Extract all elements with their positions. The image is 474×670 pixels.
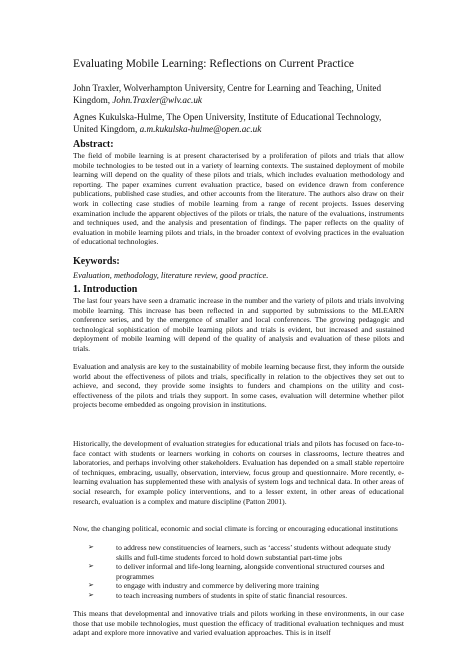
author-2-email[interactable]: a.m.kukulska-hulme@open.ac.uk	[139, 124, 262, 134]
author-1-email[interactable]: John.Traxler@wlv.ac.uk	[112, 95, 202, 105]
list-item	[88, 591, 404, 601]
author-1-line1: John Traxler, Wolverhampton University, Centre for Learning and Teaching, United	[73, 83, 382, 93]
list-item-text: to address new constituencies of learners, such as ‘access’ students without adequate study skills and full-time students forced to hold down substantial part-time jobs	[116, 543, 392, 562]
keywords-heading: Keywords:	[73, 256, 120, 267]
author-2-affiliation	[73, 111, 403, 135]
intro-paragraph-3: Historically, the development of evaluation strategies for educational trials and pilots has focused on face-to-face contact with students or learners working in cohorts on courses in classrooms, lecture theatres and laboratories, and perhaps involving other stakeholders. Evaluation has depended on a small stable repertoire of techniques, embracing, usually, observation, interview, focus group and questionnaire. More recently, e-learning evaluation has supplemented these with analysis of system logs and technical data. In other areas of social research, for example policy interventions, and to a lesser extent, in other areas of educational research, evaluation is a complex and mature discipline (Patton 2001).	[73, 439, 404, 506]
author-2-line2-prefix: United Kingdom,	[73, 124, 140, 134]
intro-paragraph-1: The last four years have seen a dramatic increase in the number and the variety of pilots and trials involving mobile learning. This increase has been reflected in and supported by submissions to the MLEARN conference series, and by the emergence of smaller and local conferences. The growing pedagogic and technological sophistication of mobile learning pilots and trials is evident, but increased and sustained deployment of mobile learning will depend of the quality of analysis and evaluation of these pilots and trials.	[73, 296, 404, 353]
intro-paragraph-2: Evaluation and analysis are key to the sustainability of mobile learning because first, they inform the outside world about the effectiveness of pilots and trials, specifically in relation to the objectives they set out to achieve, and second, they provide some insights to funders and champions on the utility and cost-effectiveness of the pilots and trials they support. In some cases, evaluation will determine whether pilot projects become embedded as ongoing provision in institutions.	[73, 362, 404, 410]
list-item-text: to engage with industry and commerce by delivering more training	[116, 581, 320, 591]
paper-title: Evaluating Mobile Learning: Reflections on Current Practice	[73, 58, 355, 70]
list-item	[88, 562, 404, 581]
arrow-bullet-icon: ➢	[88, 543, 94, 551]
list-item-text: to teach increasing numbers of students in spite of static financial resources.	[116, 590, 348, 600]
intro-paragraph-4: Now, the changing political, economic and social climate is forcing or encouraging educational institutions	[73, 524, 398, 533]
author-1-line2-prefix: Kingdom,	[73, 95, 113, 105]
list-item	[88, 543, 404, 562]
arrow-bullet-icon: ➢	[88, 590, 94, 599]
abstract-heading: Abstract:	[73, 139, 114, 150]
intro-paragraph-5: This means that developmental and innovative trials and pilots working in these environments, in our case those that use mobile technologies, must question the efficacy of traditional evaluation techniques and must adapt and explore more innovative and varied evaluation approaches. This is in itself	[73, 609, 404, 638]
introduction-heading: 1. Introduction	[73, 284, 138, 295]
abstract-text: The field of mobile learning is at present characterised by a proliferation of pilots and trials that allow mobile technologies to be tested out in a variety of learning contexts. The sustained deployment of mobile learning will depend on the quality of these pilots and trials, which includes evaluation methodology and reporting. The paper examines current evaluation practice, based on evidence drawn from conference publications, published case studies, and other accounts from the literature. The authors also draw on their work in collecting case studies of mobile learning from a range of recent projects. Issues deserving examination include the apparent objectives of the pilots or trials, the nature of the evaluations, instruments and techniques used, and the analysis and presentation of findings. The paper reflects on the quality of evaluation in mobile learning pilots and trials, in the broader context of evolving practices in the evaluation of educational technologies.	[73, 151, 404, 247]
author-2-line1: Agnes Kukulska-Hulme, The Open University, Institute of Educational Technology,	[73, 112, 382, 122]
list-item-text: to deliver informal and life-long learning, alongside conventional structured courses and programmes	[116, 562, 385, 581]
arrow-bullet-icon: ➢	[88, 562, 94, 571]
bullet-list	[88, 543, 404, 601]
arrow-bullet-icon: ➢	[88, 581, 94, 590]
list-item	[88, 581, 404, 591]
author-1-affiliation	[73, 82, 403, 106]
keywords-text: Evaluation, methodology, literature review, good practice.	[73, 271, 269, 280]
